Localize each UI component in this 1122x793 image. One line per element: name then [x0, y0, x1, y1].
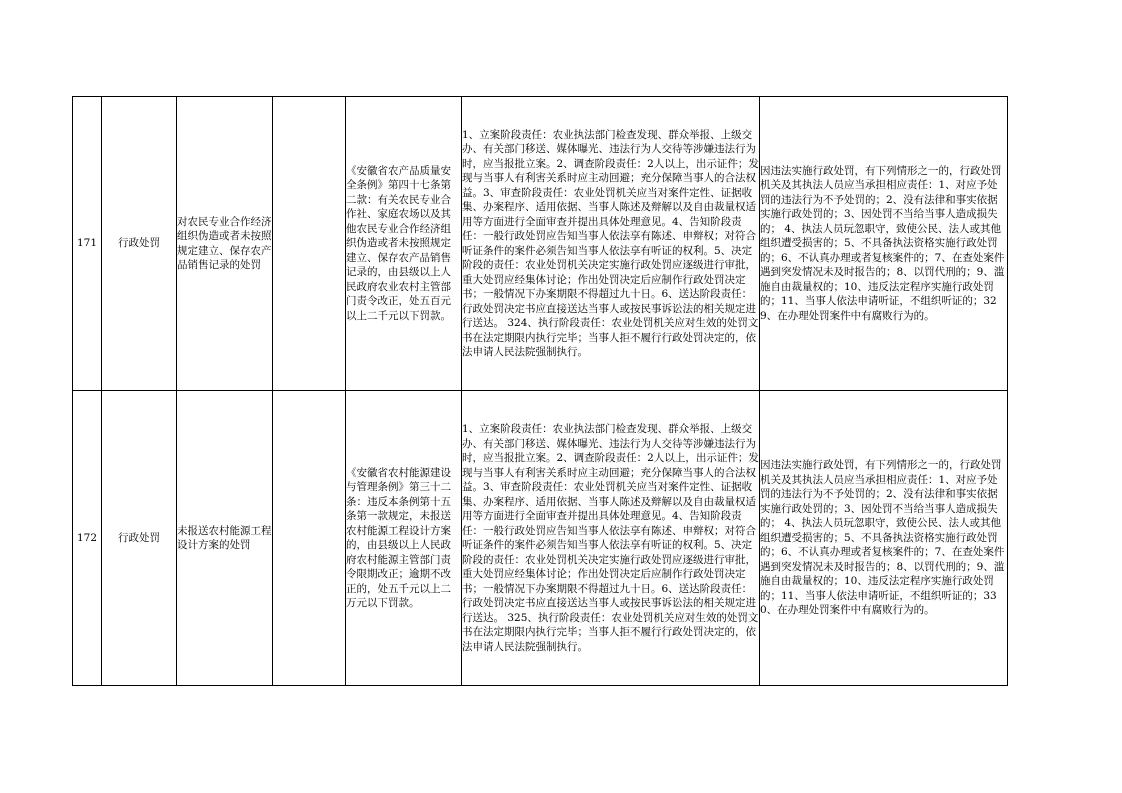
- table-row: [73, 97, 1008, 391]
- power-item-name: 未报送农村能源工程设计方案的处罚: [177, 391, 273, 686]
- row-number: 172: [73, 391, 102, 686]
- sub-item-cell: [273, 97, 346, 391]
- legal-basis: 《安徽省农产品质量安全条例》第四十七条第二款：有关农民专业合作社、家庭农场以及其他农民专业合作经济组织伪造或者未按照规定建立、保存农产品销售记录的，由县级以上人民政府农业农村主管部门责令改正，处五百元以上二千元以下罚款。: [346, 97, 462, 391]
- power-category: 行政处罚: [102, 97, 177, 391]
- row-number: 171: [73, 97, 102, 391]
- sub-item-cell: [273, 391, 346, 686]
- accountability-items: 因违法实施行政处罚，有下列情形之一的，行政处罚机关及其执法人员应当承担相应责任：1、对应予处罚的违法行为不予处罚的；2、没有法律和事实依据实施行政处罚的；3、因处罚不当给当事人造成损失的； 4、执法人员玩忽职守，致使公民、法人或其他组织遭受损害的；5、不具备执法资格实施行政处罚的；6、不认真办理或者复核案件的；7、在查处案件遇到突发情况未及时报告的；8、以罚代刑的；9、滥施自由裁量权的；10、违反法定程序实施行政处罚的；11、当事人依法申请听证，不组织听证的；330、在办理处罚案件中有腐败行为的。: [760, 391, 1008, 686]
- power-item-name: 对农民专业合作经济组织伪造或者未按照规定建立、保存农产品销售记录的处罚: [177, 97, 273, 391]
- legal-basis: 《安徽省农村能源建设与管理条例》第三十二条：违反本条例第十五条第一款规定，未报送农村能源工程设计方案的，由县级以上人民政府农村能源主管部门责令限期改正；逾期不改正的，处五千元以上二万元以下罚款。: [346, 391, 462, 686]
- responsibility-items: 1、立案阶段责任：农业执法部门检查发现、群众举报、上级交办、有关部门移送、媒体曝光、违法行为人交待等涉嫌违法行为时，应当报批立案。2、调查阶段责任：2人以上，出示证件；发现与当事人有利害关系时应主动回避；充分保障当事人的合法权益。3、审查阶段责任：农业处罚机关应当对案件定性、证据收集、办案程序、适用依据、当事人陈述及辩解以及自由裁量权适用等方面进行全面审查并提出具体处理意见。4、告知阶段责任：一般行政处罚应告知当事人依法享有陈述、申辩权；对符合听证条件的案件必须告知当事人依法享有听证的权利。5、决定阶段的责任：农业处罚机关决定实施行政处罚应逐级进行审批，重大处罚应经集体讨论；作出处罚决定后应制作行政处罚决定书；一般情况下办案期限不得超过九十日。6、送达阶段责任：行政处罚决定书应直接送达当事人或按民事诉讼法的相关规定进行送达。 325、执行阶段责任：农业处罚机关应对生效的处罚文书在法定期限内执行完毕；当事人拒不履行行政处罚决定的，依法申请人民法院强制执行。: [462, 391, 760, 686]
- power-category: 行政处罚: [102, 391, 177, 686]
- accountability-items: 因违法实施行政处罚，有下列情形之一的，行政处罚机关及其执法人员应当承担相应责任：1、对应予处罚的违法行为不予处罚的；2、没有法律和事实依据实施行政处罚的；3、因处罚不当给当事人造成损失的； 4、执法人员玩忽职守，致使公民、法人或其他组织遭受损害的；5、不具备执法资格实施行政处罚的；6、不认真办理或者复核案件的；7、在查处案件遇到突发情况未及时报告的；8、以罚代刑的；9、滥施自由裁量权的；10、违反法定程序实施行政处罚的；11、当事人依法申请听证，不组织听证的；329、在办理处罚案件中有腐败行为的。: [760, 97, 1008, 391]
- responsibility-table: [72, 96, 1008, 686]
- table-row: [73, 391, 1008, 686]
- responsibility-items: 1、立案阶段责任：农业执法部门检查发现、群众举报、上级交办、有关部门移送、媒体曝光、违法行为人交待等涉嫌违法行为时，应当报批立案。2、调查阶段责任：2人以上，出示证件；发现与当事人有利害关系时应主动回避；充分保障当事人的合法权益。3、审查阶段责任：农业处罚机关应当对案件定性、证据收集、办案程序、适用依据、当事人陈述及辩解以及自由裁量权适用等方面进行全面审查并提出具体处理意见。4、告知阶段责任：一般行政处罚应告知当事人依法享有陈述、申辩权；对符合听证条件的案件必须告知当事人依法享有听证的权利。5、决定阶段的责任：农业处罚机关决定实施行政处罚应逐级进行审批，重大处罚应经集体讨论；作出处罚决定后应制作行政处罚决定书；一般情况下办案期限不得超过九十日。6、送达阶段责任：行政处罚决定书应直接送达当事人或按民事诉讼法的相关规定进行送达。 324、执行阶段责任：农业处罚机关应对生效的处罚文书在法定期限内执行完毕；当事人拒不履行行政处罚决定的，依法申请人民法院强制执行。: [462, 97, 760, 391]
